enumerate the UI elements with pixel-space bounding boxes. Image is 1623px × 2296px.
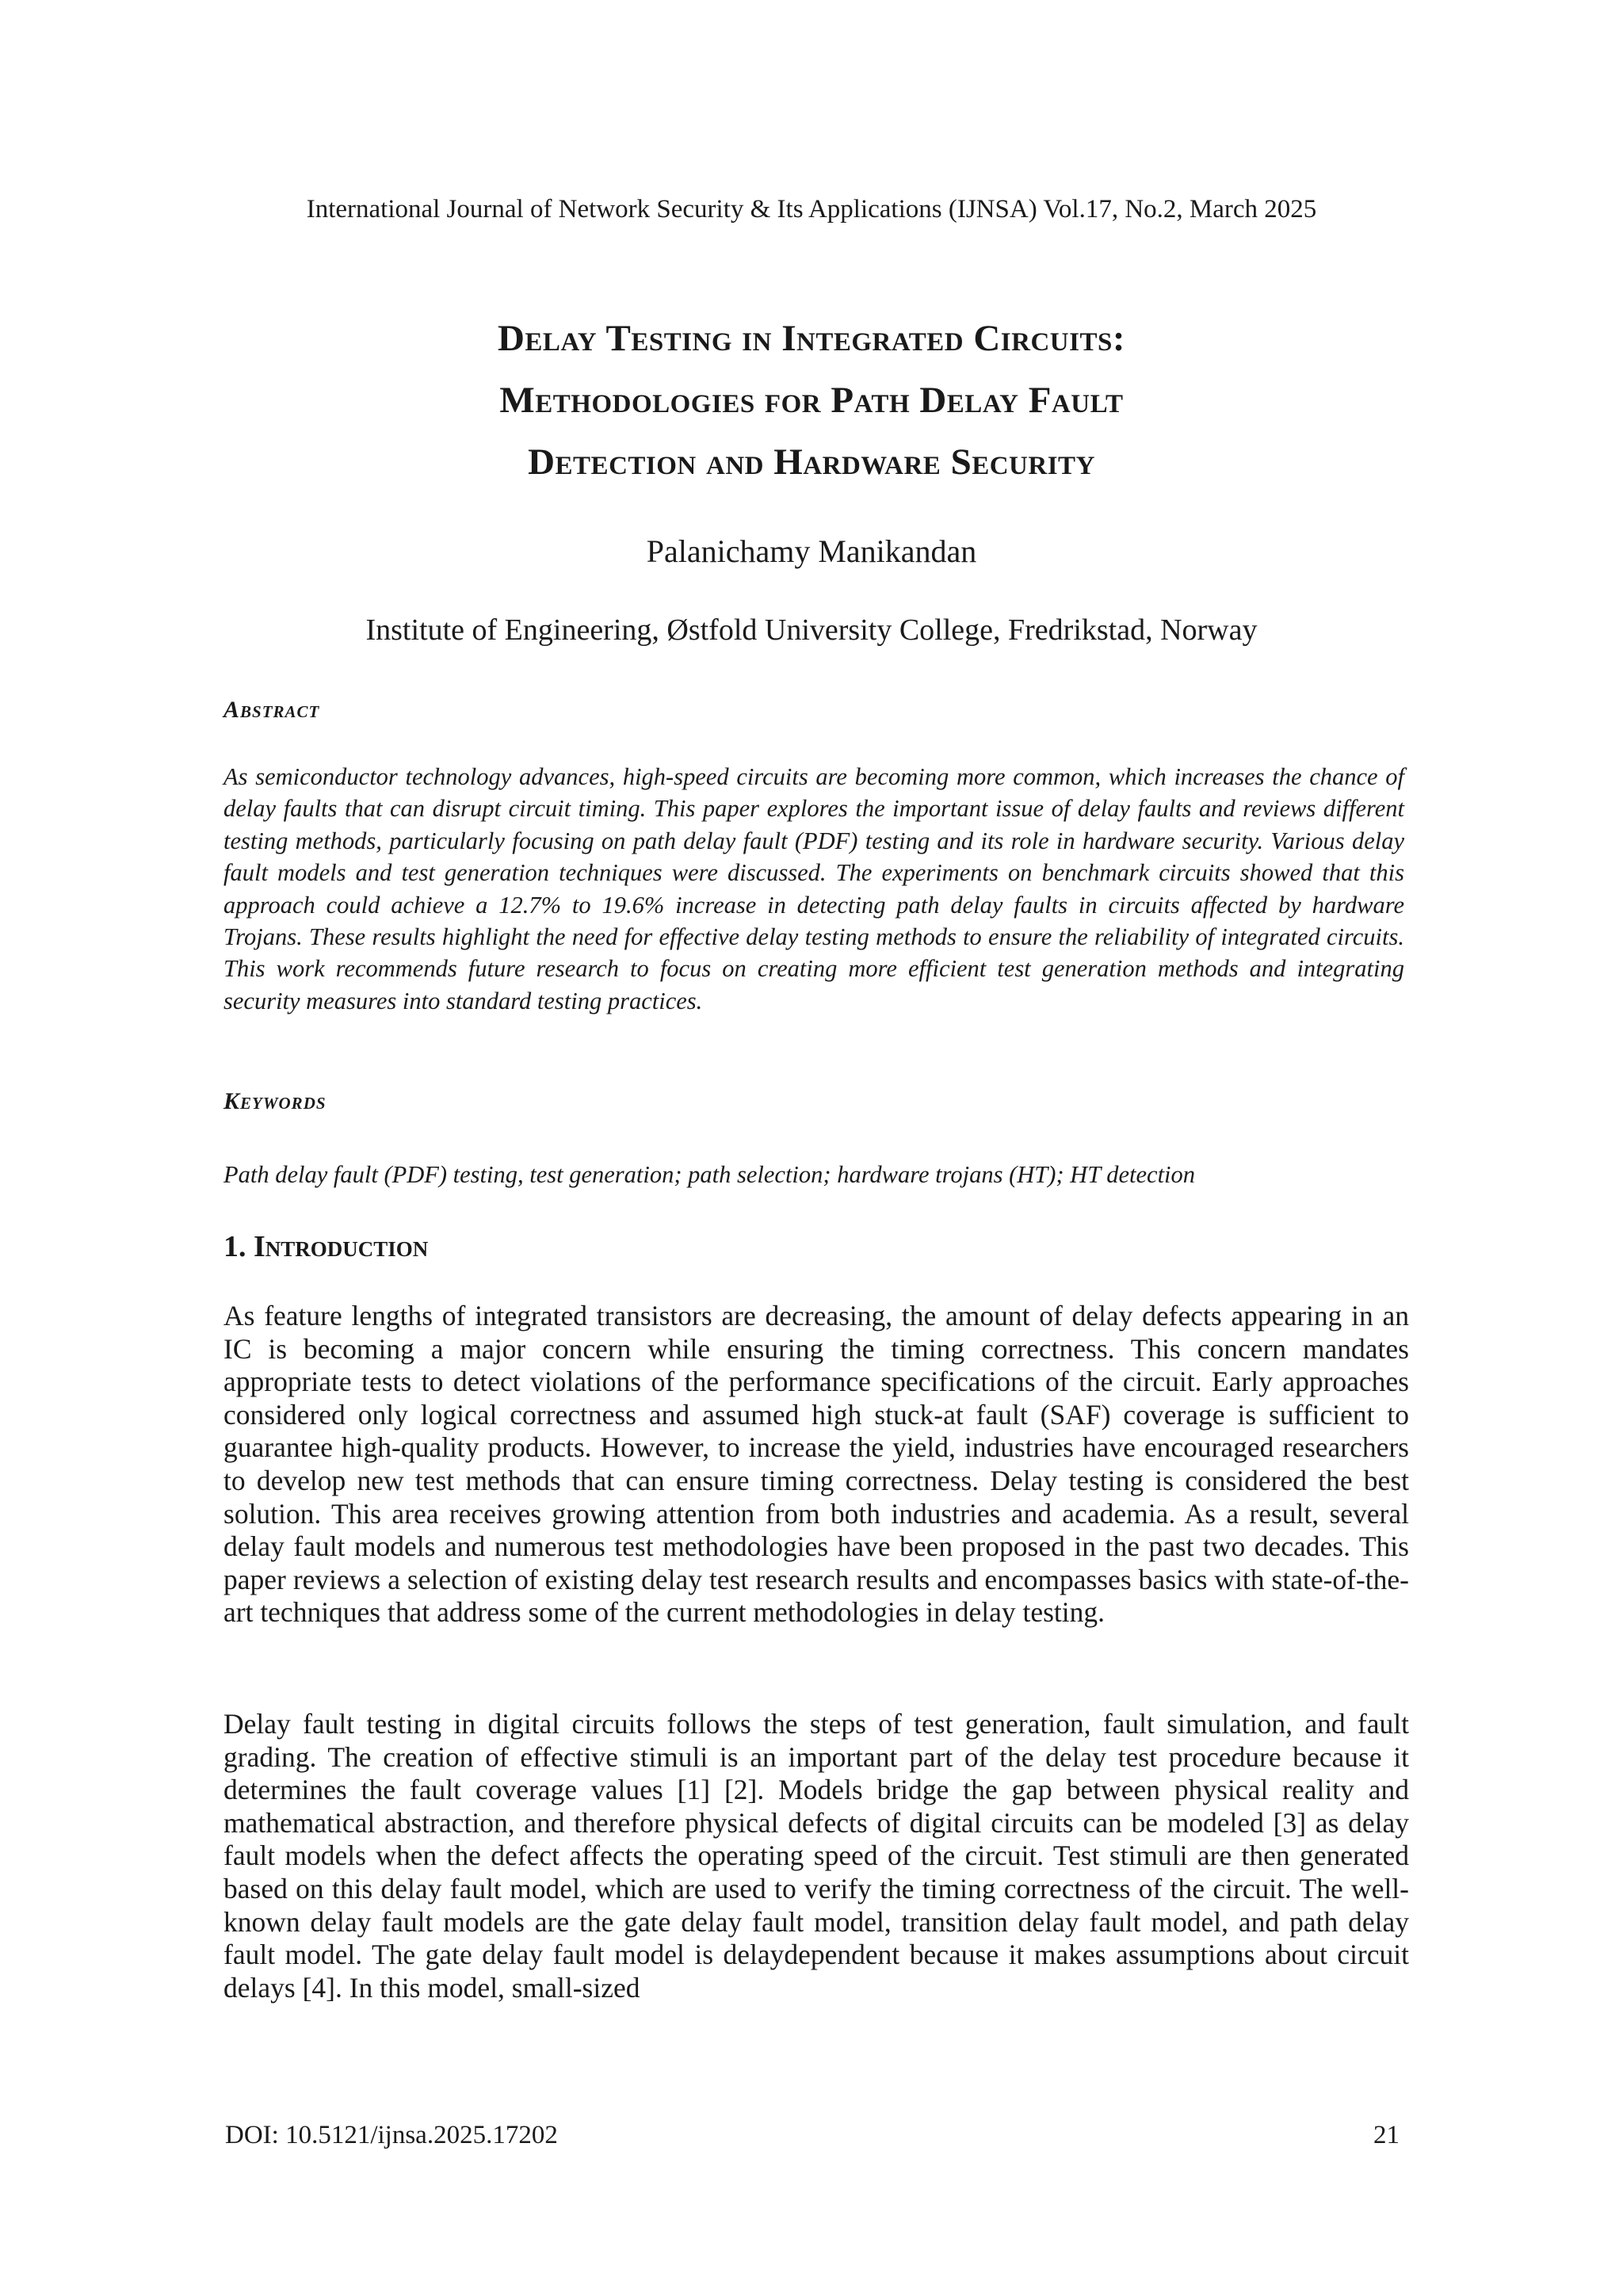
keywords-heading-label: Keywords: [223, 1088, 327, 1114]
keywords-heading: [223, 1086, 327, 1117]
introduction-paragraph-1: As feature lengths of integrated transistors are decreasing, the amount of delay defects appearing in an IC is becoming a major concern while ensuring the timing correctness. This concern mandates appropriate tests to detect violations of the performance specifications of the circuit. Early approaches considered only logical correctness and assumed high stuck-at fault (SAF) coverage is sufficient to guarantee high-quality products. However, to increase the yield, industries have encouraged researchers to develop new test methods that can ensure timing correctness. Delay testing is considered the best solution. This area receives growing attention from both industries and academia. As a result, several delay fault models and numerous test methodologies have been proposed in the past two decades. This paper reviews a selection of existing delay test research results and encompasses basics with state-of-the-art techniques that address some of the current methodologies in delay testing.: [223, 1300, 1409, 1629]
introduction-heading-number: 1.: [223, 1230, 246, 1263]
footer-page-number: 21: [1373, 2121, 1400, 2149]
footer-doi: DOI: 10.5121/ijnsa.2025.17202: [225, 2121, 558, 2149]
keywords-text: Path delay fault (PDF) testing, test generation; path selection; hardware trojans (HT); HT detection: [223, 1161, 1196, 1188]
title-line-3: Detection and Hardware Security: [528, 441, 1095, 483]
introduction-heading-title: Introduction: [254, 1230, 429, 1263]
abstract-heading-label: Abstract: [223, 697, 320, 723]
title-line-2: Methodologies for Path Delay Fault: [499, 380, 1124, 421]
abstract-heading: [223, 694, 319, 726]
running-head: International Journal of Network Security & Its Applications (IJNSA) Vol.17, No.2, March 2025: [306, 195, 1317, 223]
introduction-paragraph-2: Delay fault testing in digital circuits follows the steps of test generation, fault simulation, and fault grading. The creation of effective stimuli is an important part of the delay test procedure because it determines the fault coverage values [1] [2]. Models bridge the gap between physical reality and mathematical abstraction, and therefore physical defects of digital circuits can be modeled [3] as delay fault models when the defect affects the operating speed of the circuit. Test stimuli are then generated based on this delay fault model, which are used to verify the timing correctness of the circuit. The well-known delay fault models are the gate delay fault model, transition delay fault model, and path delay fault model. The gate delay fault model is delaydependent because it makes assumptions about circuit delays [4]. In this model, small-sized: [223, 1708, 1409, 2004]
introduction-heading: [223, 1228, 428, 1265]
author-name: Palanichamy Manikandan: [646, 533, 977, 569]
paper-title: [0, 308, 1623, 493]
author-affiliation: Institute of Engineering, Østfold University College, Fredrikstad, Norway: [365, 613, 1258, 647]
title-line-1: Delay Testing in Integrated Circuits:: [497, 318, 1125, 359]
abstract-text: As semiconductor technology advances, high-speed circuits are becoming more common, which increases the chance of delay faults that can disrupt circuit timing. This paper explores the important issue of delay faults and reviews different testing methods, particularly focusing on path delay fault (PDF) testing and its role in hardware security. Various delay fault models and test generation techniques were discussed. The experiments on benchmark circuits showed that this approach could achieve a 12.7% to 19.6% increase in detecting path delay faults in circuits affected by hardware Trojans. These results highlight the need for effective delay testing methods to ensure the reliability of integrated circuits. This work recommends future research to focus on creating more efficient test generation methods and integrating security measures into standard testing practices.: [223, 763, 1404, 1014]
